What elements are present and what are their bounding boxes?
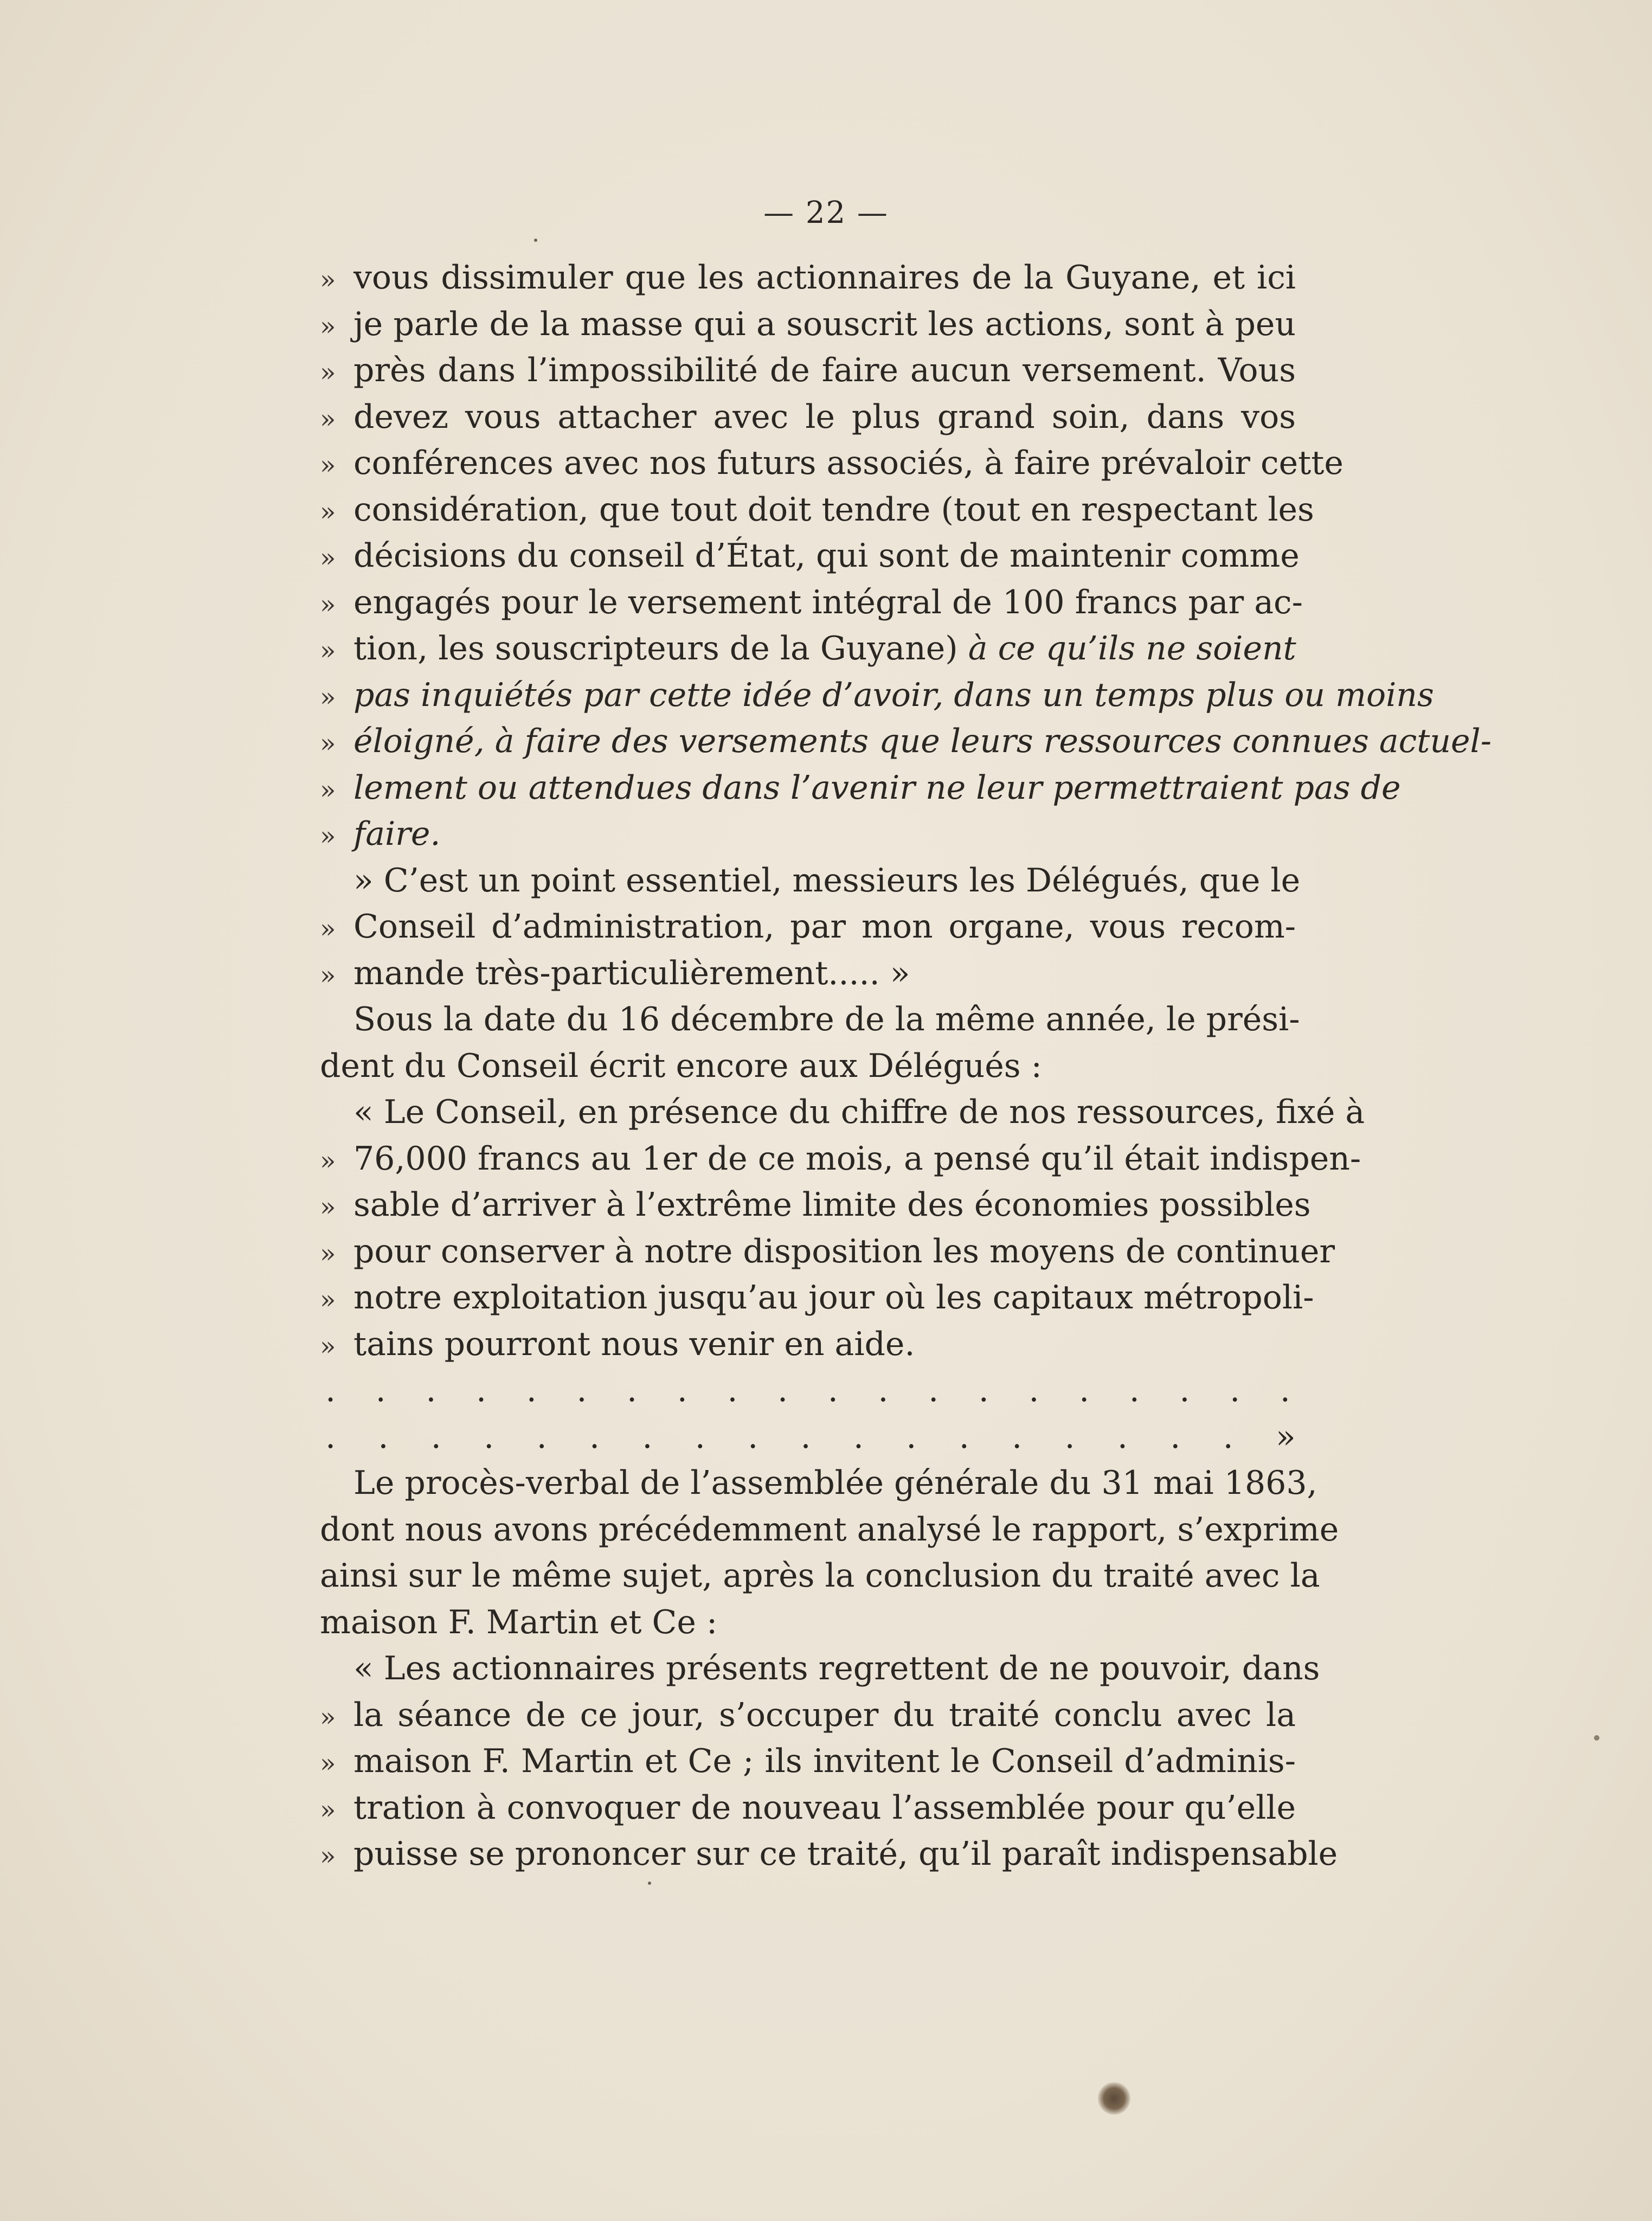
leader-dot: . [695, 1417, 705, 1456]
leader-dot: . [325, 1371, 336, 1409]
text-line [320, 1646, 1320, 1692]
line-text [353, 1136, 1361, 1183]
roman-text: considération, que tout doit tendre (tout en respectant les [353, 490, 1314, 529]
roman-text: maison F. Martin et Ce ; ils invitent le Conseil d’adminis- [353, 1742, 1296, 1780]
leader-dot: . [325, 1417, 336, 1456]
text-line [320, 440, 1344, 487]
text-line [320, 997, 1300, 1043]
leader-dot: . [375, 1371, 386, 1409]
text-line [320, 1785, 1296, 1832]
paper-speck [1594, 1735, 1599, 1741]
quote-mark: » [320, 821, 336, 851]
text-line [320, 1182, 1311, 1229]
line-text [353, 394, 1296, 441]
leader-dot: . [1117, 1417, 1128, 1456]
roman-text: pour conserver à notre disposition les moyens de continuer [353, 1232, 1335, 1270]
text-line [320, 348, 1296, 394]
quote-mark: » [320, 311, 336, 342]
text-line [320, 1692, 1296, 1739]
leader-dot: . [536, 1417, 547, 1456]
roman-text: 76,000 francs au 1er de ce mois, a pensé qu’il était indispen- [353, 1139, 1361, 1178]
roman-text: dont nous avons précédemment analysé le rapport, s’exprime [320, 1510, 1339, 1549]
leader-dot: . [1170, 1417, 1181, 1456]
ellipsis-line [320, 1368, 1296, 1414]
quote-mark: » [320, 636, 336, 666]
quote-mark: » [320, 1794, 336, 1825]
roman-text: la séance de ce jour, s’occuper du traité conclu avec la [353, 1696, 1296, 1734]
text-line [320, 533, 1300, 580]
line-text [353, 1275, 1314, 1321]
quote-mark: » [320, 728, 336, 759]
text-line [320, 1553, 1320, 1600]
line-text [353, 580, 1303, 626]
text-line [320, 1275, 1314, 1321]
line-text [353, 858, 1300, 904]
text-line [320, 255, 1296, 301]
leader-dot: . [959, 1417, 969, 1456]
quote-mark: » [320, 960, 336, 991]
leader-dot: . [627, 1371, 638, 1409]
roman-text: ainsi sur le même sujet, après la conclusion du traité avec la [320, 1557, 1320, 1595]
leader-dot: . [1064, 1417, 1075, 1456]
line-text [320, 1553, 1320, 1600]
text-line [320, 858, 1301, 904]
body-text [320, 255, 1492, 1878]
paper-speck [534, 239, 537, 242]
text-line [320, 1831, 1338, 1878]
roman-text: près dans l’impossibilité de faire aucun versement. Vous [353, 351, 1296, 389]
leader-dot: . [430, 1417, 441, 1456]
quote-mark: » [320, 1238, 336, 1269]
leader-dot: . [727, 1371, 738, 1409]
quote-mark: » [320, 265, 336, 295]
page-number: — 22 — [763, 195, 889, 230]
line-text [353, 440, 1344, 487]
line-text [353, 1692, 1296, 1739]
leader-dot: . [1029, 1371, 1039, 1409]
line-text [353, 811, 1296, 858]
text-line [320, 1321, 1296, 1368]
line-text [353, 1738, 1296, 1785]
text-line [320, 1738, 1296, 1785]
text-line [320, 811, 1296, 858]
italic-text: à ce qu’ils ne soient [968, 630, 1296, 667]
roman-text: maison F. Martin et Ce : [320, 1603, 718, 1641]
line-text [353, 997, 1300, 1043]
leader-dot: » [1276, 1417, 1296, 1456]
text-line [320, 301, 1296, 348]
leader-dot: . [476, 1371, 487, 1409]
text-line [320, 1043, 1296, 1090]
line-text [353, 1182, 1311, 1229]
leader-dot: . [1129, 1371, 1140, 1409]
roman-text: je parle de la masse qui a souscrit les actions, sont à peu [353, 305, 1296, 343]
leader-dot: . [1230, 1371, 1240, 1409]
line-text [320, 1600, 1296, 1646]
text-line [320, 394, 1296, 441]
ellipsis-line [320, 1414, 1296, 1461]
quote-mark: » [320, 496, 336, 527]
leader-dot: . [906, 1417, 917, 1456]
leader-dot: . [748, 1417, 758, 1456]
line-text [353, 255, 1296, 301]
text-line [320, 1136, 1361, 1183]
quote-mark: » [320, 1841, 336, 1871]
leader-dot: . [1223, 1417, 1233, 1456]
line-text [353, 626, 1296, 672]
roman-text: » C’est un point essentiel, messieurs les Délégués, que le [353, 861, 1301, 900]
line-text [353, 951, 1296, 997]
leader-dot: . [928, 1371, 939, 1409]
line-text [353, 533, 1300, 580]
roman-text: engagés pour le versement intégral de 100 francs par ac- [353, 583, 1303, 621]
roman-text: puisse se prononcer sur ce traité, qu’il paraît indispensable [353, 1835, 1338, 1873]
text-line [320, 1229, 1335, 1275]
leader-dot: . [378, 1417, 389, 1456]
line-text [353, 904, 1296, 951]
text-line [320, 1600, 1296, 1646]
line-text [353, 718, 1492, 765]
roman-text: tains pourront nous venir en aide. [353, 1325, 915, 1363]
quote-mark: » [320, 682, 336, 712]
text-line [320, 487, 1314, 534]
roman-text: décisions du conseil d’État, qui sont de maintenir comme [353, 537, 1300, 575]
leader-dot: . [853, 1417, 864, 1456]
leader-dot: . [800, 1417, 811, 1456]
text-line [320, 1507, 1339, 1554]
quote-mark: » [320, 450, 336, 480]
leader-dot: . [677, 1371, 687, 1409]
leader-dot: . [1179, 1371, 1190, 1409]
line-text [353, 1785, 1296, 1832]
paper-speck [648, 1882, 651, 1885]
quote-mark: » [320, 914, 336, 944]
italic-text: faire. [353, 815, 441, 853]
text-line [320, 1460, 1317, 1507]
leader-dot: . [1012, 1417, 1023, 1456]
leader-dot: . [1079, 1371, 1090, 1409]
text-line [320, 1089, 1365, 1136]
line-text [353, 1646, 1320, 1692]
line-text [353, 765, 1401, 812]
text-line [320, 765, 1401, 812]
text-line [320, 718, 1492, 765]
leader-dot: . [642, 1417, 653, 1456]
text-line [320, 672, 1434, 719]
leader-dot: . [878, 1371, 889, 1409]
roman-text: « Le Conseil, en présence du chiffre de nos ressources, fixé à [353, 1093, 1365, 1131]
leader-dot: . [526, 1371, 537, 1409]
line-text [353, 672, 1434, 719]
leader-dot: . [978, 1371, 989, 1409]
text-line [320, 626, 1296, 672]
quote-mark: » [320, 1331, 336, 1362]
leader-dot: . [426, 1371, 436, 1409]
roman-text: notre exploitation jusqu’au jour où les capitaux métropoli- [353, 1279, 1314, 1317]
quote-mark: » [320, 403, 336, 434]
line-text [353, 487, 1314, 534]
quote-mark: » [320, 1192, 336, 1222]
quote-mark: » [320, 357, 336, 388]
roman-text: « Les actionnaires présents regrettent de ne pouvoir, dans [353, 1649, 1320, 1687]
text-line [320, 951, 1296, 997]
roman-text: Conseil d’administration, par mon organe, vous recom- [353, 908, 1296, 946]
roman-text: vous dissimuler que les actionnaires de la Guyane, et ici [353, 259, 1296, 297]
quote-mark: » [320, 774, 336, 805]
roman-text: devez vous attacher avec le plus grand soin, dans vos [353, 397, 1296, 436]
line-text [353, 1831, 1338, 1878]
leader-dot: . [827, 1371, 838, 1409]
roman-text: conférences avec nos futurs associés, à faire prévaloir cette [353, 444, 1344, 482]
leader-dot: . [484, 1417, 494, 1456]
roman-text: tration à convoquer de nouveau l’assemblée pour qu’elle [353, 1788, 1296, 1827]
quote-mark: » [320, 1285, 336, 1315]
roman-text: dent du Conseil écrit encore aux Délégués : [320, 1047, 1042, 1085]
line-text [353, 1089, 1365, 1136]
quote-mark: » [320, 589, 336, 620]
italic-text: lement ou attendues dans l’avenir ne leur permettraient pas de [353, 768, 1401, 807]
roman-text: Le procès-verbal de l’assemblée générale du 31 mai 1863, [353, 1464, 1317, 1502]
line-text [353, 1321, 1296, 1368]
line-text [353, 348, 1296, 394]
quote-mark: » [320, 543, 336, 573]
roman-text: tion, les souscripteurs de la Guyane) [353, 630, 958, 667]
italic-text: pas inquiétés par cette idée d’avoir, dans un temps plus ou moins [353, 676, 1434, 714]
line-text [353, 301, 1296, 348]
line-text [353, 1460, 1317, 1507]
italic-text: éloigné, à faire des versements que leurs ressources connues actuel- [353, 722, 1492, 760]
text-line [320, 580, 1303, 626]
leader-dot: . [777, 1371, 788, 1409]
text-line [320, 904, 1296, 951]
roman-text: mande très-particulièrement..... » [353, 954, 910, 992]
leader-dot: . [576, 1371, 587, 1409]
paper-stain [1098, 2082, 1130, 2115]
line-text [320, 1043, 1296, 1090]
leader-dot: . [589, 1417, 600, 1456]
leader-dot: . [1280, 1371, 1290, 1409]
line-text [320, 1507, 1339, 1554]
quote-mark: » [320, 1702, 336, 1732]
quote-mark: » [320, 1145, 336, 1176]
roman-text: Sous la date du 16 décembre de la même année, le prési- [353, 1000, 1300, 1038]
line-text [353, 1229, 1335, 1275]
quote-mark: » [320, 1748, 336, 1779]
roman-text: sable d’arriver à l’extrême limite des économies possibles [353, 1186, 1311, 1224]
